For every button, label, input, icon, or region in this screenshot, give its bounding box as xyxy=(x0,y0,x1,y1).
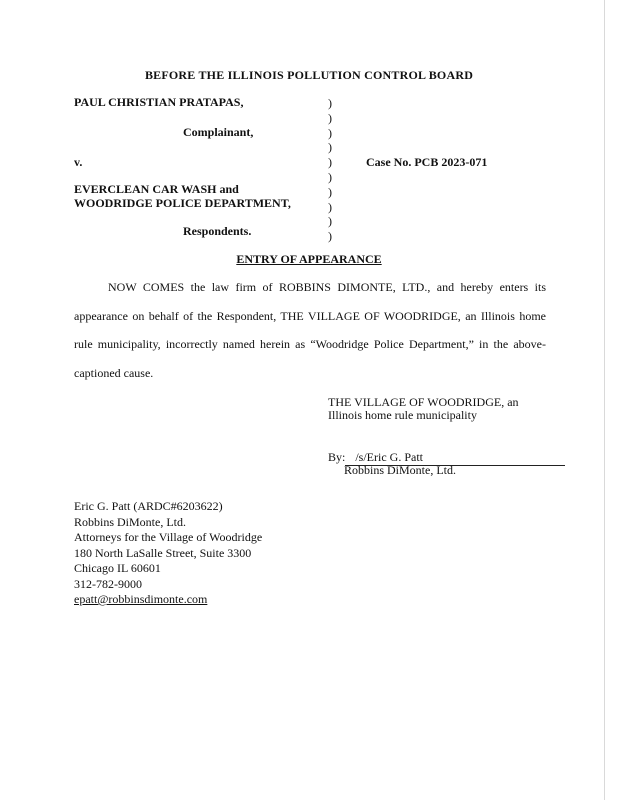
email-link[interactable]: epatt@robbinsdimonte.com xyxy=(74,592,208,606)
respondent-line-1: EVERCLEAN CAR WASH and xyxy=(74,182,239,196)
attorney-contact-block xyxy=(74,499,262,608)
caption-parentheses xyxy=(328,96,332,244)
paren: ) xyxy=(328,96,332,110)
paren: ) xyxy=(328,199,332,214)
body-text: NOW COMES the law firm of ROBBINS DIMONTE, LTD., and hereby enters its appearance on behalf of the Respondent, THE VILLAGE OF WOODRIDGE, an Illinois home rule municipality, incorrectly named herein as “Woodridge Police Department,” in the above-captioned cause. xyxy=(74,280,546,380)
entry-heading: ENTRY OF APPEARANCE xyxy=(236,252,382,266)
signature-party-line-2: Illinois home rule municipality xyxy=(328,408,477,422)
signature-party-line-1: THE VILLAGE OF WOODRIDGE, an xyxy=(328,395,519,409)
street-address: 180 North LaSalle Street, Suite 3300 xyxy=(74,545,252,560)
body-paragraph xyxy=(74,273,546,387)
attorney-name: Eric G. Patt (ARDC#6203622) xyxy=(74,499,223,513)
versus-label: v. xyxy=(74,155,83,169)
paren: ) xyxy=(328,229,332,244)
paren: ) xyxy=(328,155,332,170)
signature-firm: Robbins DiMonte, Ltd. xyxy=(344,463,457,477)
paren: ) xyxy=(328,214,332,229)
phone-number: 312-782-9000 xyxy=(74,576,142,591)
complainant-role: Complainant, xyxy=(183,125,254,139)
paren: ) xyxy=(328,140,332,155)
signature-text: /s/Eric G. Patt xyxy=(345,450,565,466)
paren: ) xyxy=(328,125,332,140)
paren: ) xyxy=(328,169,332,184)
paren: ) xyxy=(328,184,332,199)
respondent-role: Respondents. xyxy=(183,224,252,238)
by-label: By: xyxy=(328,450,346,464)
scan-edge-line xyxy=(604,0,605,800)
attorneys-for: Attorneys for the Village of Woodridge xyxy=(74,530,263,544)
respondent-line-2: WOODRIDGE POLICE DEPARTMENT, xyxy=(74,196,291,210)
attorney-firm: Robbins DiMonte, Ltd. xyxy=(74,514,187,529)
paren: ) xyxy=(328,110,332,125)
city-state-zip: Chicago IL 60601 xyxy=(74,561,161,575)
case-number: Case No. PCB 2023-071 xyxy=(366,155,488,169)
board-title: BEFORE THE ILLINOIS POLLUTION CONTROL BOARD xyxy=(144,68,474,82)
complainant-name: PAUL CHRISTIAN PRATAPAS, xyxy=(74,95,244,109)
